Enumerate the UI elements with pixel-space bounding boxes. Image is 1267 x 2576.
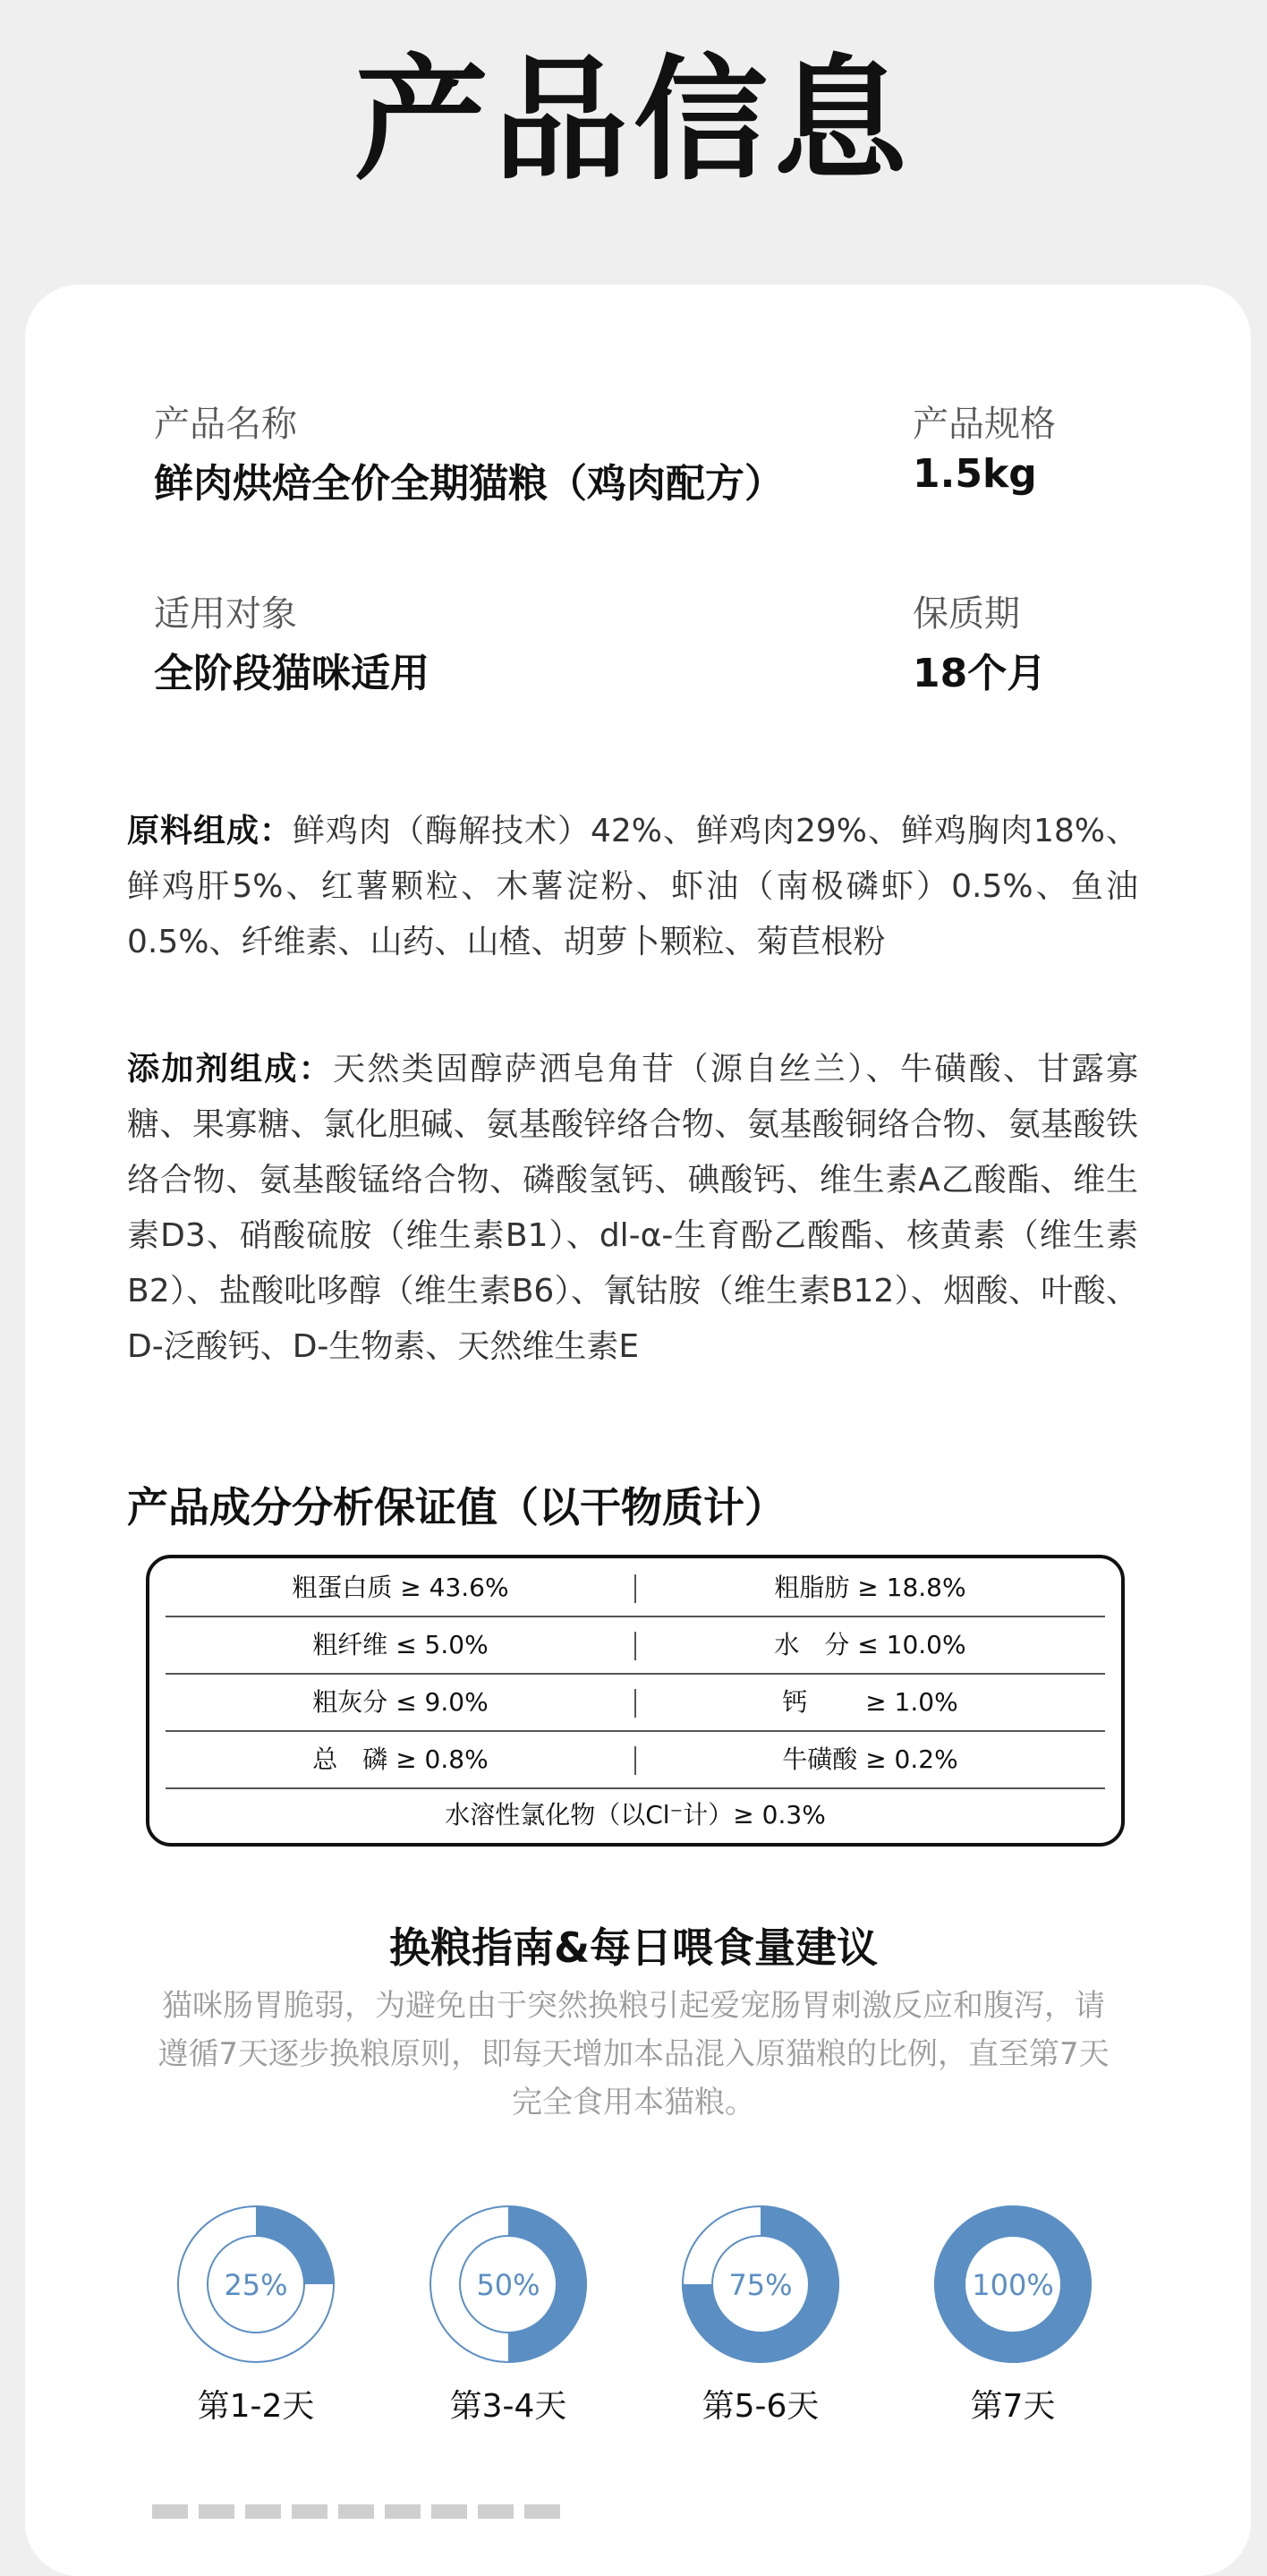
additives-label: 添加剂组成： [127, 1051, 334, 1088]
nutrient-cell: 粗纤维 ≤ 5.0% [312, 1630, 489, 1659]
nutrient-cell: 粗脂肪 ≥ 18.8% [774, 1573, 966, 1602]
nutrient-cell: 钙 ≥ 1.0% [782, 1687, 958, 1717]
ingredients-text: 鲜鸡肉（酶解技术）42%、鲜鸡肉29%、鲜鸡胸肉18%、鲜鸡肝5%、红薯颗粒、木薯淀粉、虾油（南极磷虾）0.5%、鱼油0.5%、纤维素、山药、山楂、胡萝卜颗粒、菊苣根粉 [127, 813, 1138, 960]
product-name-value: 鲜肉烘焙全价全期猫粮（鸡肉配方） [154, 461, 784, 507]
donut-chart-day7 [932, 2204, 1093, 2365]
day-label: 第3-4天 [449, 2388, 567, 2425]
table-row [166, 1787, 1105, 1843]
guide-title: 换粮指南&每日喂食量建议 [388, 1923, 879, 1972]
nutrient-cell: 水溶性氯化物（以Cl⁻计）≥ 0.3% [445, 1800, 826, 1830]
day-label: 第7天 [970, 2388, 1056, 2425]
page-title: 产品信息 [353, 43, 913, 199]
donut-percent-label: 50% [476, 2268, 540, 2302]
product-name-label: 产品名称 [154, 404, 297, 445]
nutrition-table [146, 1555, 1125, 1847]
target-value: 全阶段猫咪适用 [154, 651, 429, 696]
product-spec-label: 产品规格 [913, 404, 1056, 445]
additives-text: 天然类固醇萨洒皂角苷（源自丝兰）、牛磺酸、甘露寡糖、果寡糖、氯化胆碱、氨基酸锌络合物、氨基酸铜络合物、氨基酸铁络合物、氨基酸锰络合物、磷酸氢钙、碘酸钙、维生素A乙酸酯、维生素D3、硝酸硫胺（维生素B1）、dl-α-生育酚乙酸酯、核黄素（维生素B2）、盐酸吡哆醇（维生素B6）、氰钴胺（维生素B12）、烟酸、叶酸、D-泛酸钙、D-生物素、天然维生素E [127, 1051, 1138, 1365]
nutrient-cell: 总 磷 ≥ 0.8% [312, 1744, 489, 1774]
donut-chart-day5-6 [680, 2204, 841, 2365]
shelf-life-label: 保质期 [913, 593, 1020, 635]
donut-percent-label: 75% [728, 2268, 793, 2302]
table-row [166, 1560, 1105, 1617]
day-label: 第1-2天 [197, 2388, 315, 2425]
nutrient-cell: 水 分 ≤ 10.0% [774, 1630, 966, 1659]
donut-chart-day1-2 [175, 2204, 336, 2365]
shelf-life-value: 18个月 [913, 651, 1047, 696]
table-row [166, 1617, 1105, 1675]
day-label: 第5-6天 [702, 2388, 820, 2425]
donut-chart-day3-4 [428, 2204, 589, 2365]
ingredients-label: 原料组成： [127, 813, 293, 849]
nutrient-cell: 牛磺酸 ≥ 0.2% [782, 1744, 958, 1774]
donut-percent-label: 25% [224, 2268, 288, 2302]
additives-paragraph [127, 1042, 1138, 1375]
target-label: 适用对象 [154, 593, 297, 635]
table-row [166, 1675, 1105, 1732]
cropped-heading-fragment [152, 2504, 564, 2519]
nutrient-cell: 粗灰分 ≤ 9.0% [312, 1687, 489, 1717]
ingredients-paragraph [127, 804, 1138, 970]
table-row [166, 1732, 1105, 1789]
product-spec-value: 1.5kg [913, 451, 1037, 497]
donut-percent-label: 100% [972, 2268, 1054, 2302]
analysis-title: 产品成分分析保证值（以干物质计） [127, 1483, 786, 1531]
nutrient-cell: 粗蛋白质 ≥ 43.6% [292, 1573, 509, 1602]
guide-description: 猫咪肠胃脆弱，为避免由于突然换粮引起爱宠肠胃刺激反应和腹泻，请遵循7天逐步换粮原则，即每天增加本品混入原猫粮的比例，直至第7天完全食用本猫粮。 [157, 1988, 1110, 2120]
